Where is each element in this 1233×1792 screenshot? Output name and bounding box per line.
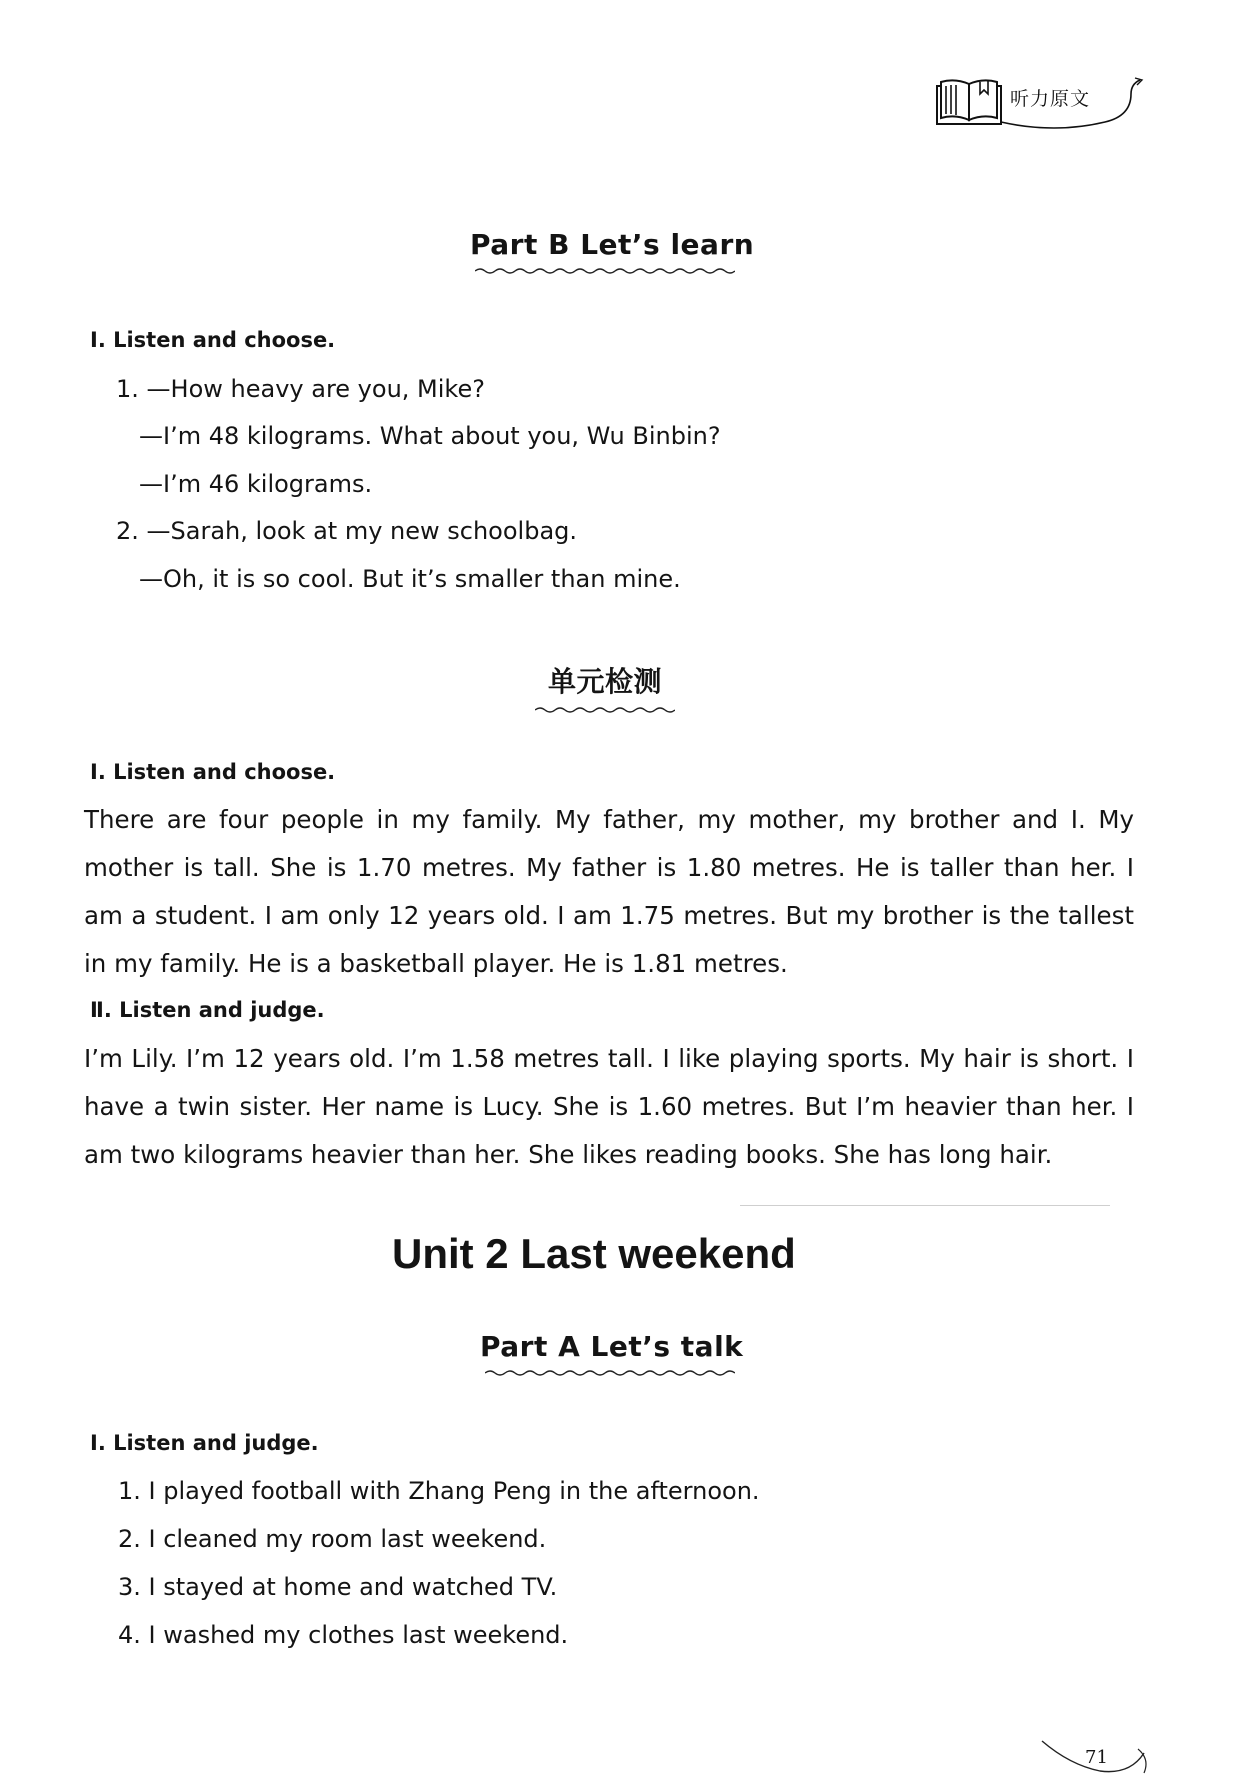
part-b-title: Part B Let’s learn [470, 228, 755, 261]
unit-test-section1-text: There are four people in my family. My father, my mother, my brother and I. My mother is tall. She is 1.70 metres. My father is 1.80 metres. He is taller than her. I am a student. I am only 12 years old. I am 1.75 metres. But my brother is the tallest in my family. He is a basketball player. He is 1.81 metres. [84, 805, 1134, 978]
dialogue-line: 2. —Sarah, look at my new schoolbag. [116, 517, 578, 545]
page-number: 71 [1085, 1747, 1108, 1768]
unit-test-section1-label: Ⅰ. Listen and choose. [90, 760, 336, 784]
statement-line: 2. I cleaned my room last weekend. [118, 1525, 547, 1553]
unit-test-section2-text: I’m Lily. I’m 12 years old. I’m 1.58 metres tall. I like playing sports. My hair is short. I have a twin sister. Her name is Lucy. She is 1.60 metres. But I’m heavier than her. I am two kilograms heavier than her. She likes reading books. She has long hair. [84, 1044, 1134, 1169]
dialogue-line: —I’m 48 kilograms. What about you, Wu Binbin? [139, 422, 721, 450]
divider [740, 1205, 1110, 1206]
part-b-heading [470, 228, 755, 275]
part-a-heading [480, 1330, 744, 1377]
statement-line: 4. I washed my clothes last weekend. [118, 1621, 569, 1649]
dialogue-line: 1. —How heavy are you, Mike? [116, 375, 485, 403]
statement-line: 1. I played football with Zhang Peng in the afternoon. [118, 1477, 760, 1505]
wavy-underline [535, 706, 675, 714]
wavy-underline [475, 267, 735, 275]
statement-line: 3. I stayed at home and watched TV. [118, 1573, 558, 1601]
part-a-title: Part A Let’s talk [480, 1330, 744, 1363]
unit-test-heading [520, 660, 690, 714]
dialogue-line: —I’m 46 kilograms. [139, 470, 373, 498]
unit-test-section2-label: Ⅱ. Listen and judge. [90, 998, 325, 1022]
dialogue-line: —Oh, it is so cool. But it’s smaller than mine. [139, 565, 681, 593]
unit2-title: Unit 2 Last weekend [392, 1230, 796, 1277]
part-a-section-label: Ⅰ. Listen and judge. [90, 1431, 319, 1455]
wavy-underline [485, 1369, 735, 1377]
part-b-section-label: Ⅰ. Listen and choose. [90, 328, 336, 352]
header-label: 听力原文 [1010, 88, 1091, 110]
unit-test-title: 单元检测 [547, 665, 662, 698]
